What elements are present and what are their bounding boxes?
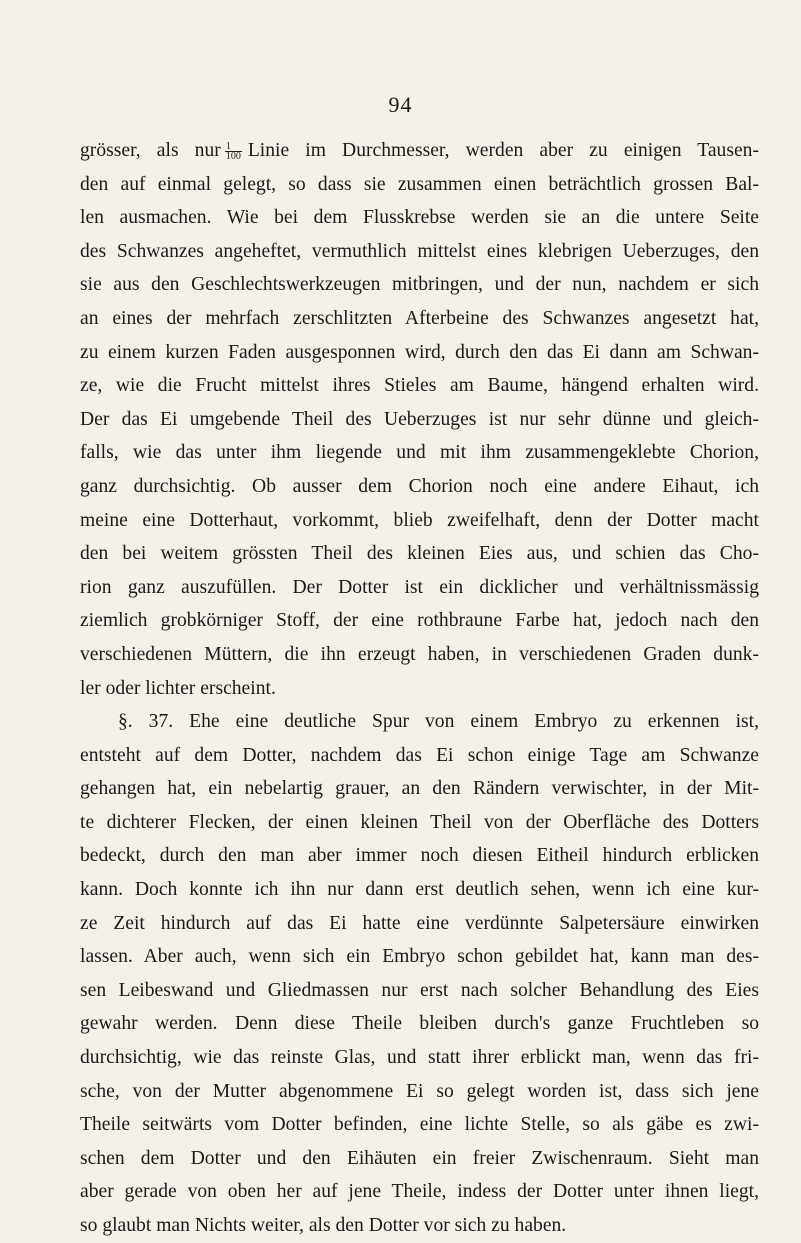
text-line: te dichterer Flecken, der einen kleinen Theil von der Oberfläche des Dotters bbox=[80, 811, 759, 833]
text-line: rion ganz auszufüllen. Der Dotter ist ein dicklicher und verhältnissmässig bbox=[80, 576, 759, 598]
text-line: aber gerade von oben her auf jene Theile, indess der Dotter unter ihnen liegt, bbox=[80, 1181, 759, 1203]
text-line: gewahr werden. Denn diese Theile bleiben durch's ganze Fruchtleben so bbox=[80, 1013, 759, 1035]
text-line: meine eine Dotterhaut, vorkommt, blieb zweifelhaft, denn der Dotter macht bbox=[80, 509, 759, 531]
text-line: Theile seitwärts vom Dotter befinden, eine lichte Stelle, so als gäbe es zwi- bbox=[80, 1114, 759, 1136]
text-line: ganz durchsichtig. Ob ausser dem Chorion noch eine andere Eihaut, ich bbox=[80, 475, 759, 497]
text-line: entsteht auf dem Dotter, nachdem das Ei schon einige Tage am Schwanze bbox=[80, 744, 759, 766]
text-line: gehangen hat, ein nebelartig grauer, an den Rändern verwischter, in der Mit- bbox=[80, 778, 759, 800]
text-line: an eines der mehrfach zerschlitzten Afterbeine des Schwanzes angesetzt hat, bbox=[80, 307, 759, 329]
text-line: lassen. Aber auch, wenn sich ein Embryo schon gebildet hat, kann man des- bbox=[80, 946, 759, 968]
text-line: ziemlich grobkörniger Stoff, der eine rothbraune Farbe hat, jedoch nach den bbox=[80, 610, 759, 632]
text-line: falls, wie das unter ihm liegende und mit ihm zusammengeklebte Chorion, bbox=[80, 442, 759, 464]
text-line: bedeckt, durch den man aber immer noch diesen Eitheil hindurch erblicken bbox=[80, 845, 759, 867]
text-line: den bei weitem grössten Theil des kleinen Eies aus, und schien das Cho- bbox=[80, 543, 759, 565]
text-line: sen Leibeswand und Gliedmassen nur erst nach solcher Behandlung des Eies bbox=[80, 979, 759, 1001]
text-line bbox=[80, 134, 759, 168]
text-line: schen dem Dotter und den Eihäuten ein freier Zwischenraum. Sieht man bbox=[80, 1147, 759, 1169]
text-line-segment: grösser, als nur bbox=[80, 140, 221, 161]
text-line: den auf einmal gelegt, so dass sie zusammen einen beträchtlich grossen Bal- bbox=[80, 173, 759, 195]
text-line: des Schwanzes angeheftet, vermuthlich mittelst eines klebrigen Ueberzuges, den bbox=[80, 240, 759, 262]
body-text bbox=[80, 134, 759, 1243]
text-line: sie aus den Geschlechtswerkzeugen mitbringen, und der nun, nachdem er sich bbox=[80, 274, 759, 296]
text-line: sche, von der Mutter abgenommene Ei so gelegt worden ist, dass sich jene bbox=[80, 1080, 759, 1102]
page-number: 94 bbox=[388, 92, 413, 117]
section-start-line: §. 37. Ehe eine deutliche Spur von einem Embryo zu erkennen ist, bbox=[118, 711, 759, 733]
fraction-numerator: 1 bbox=[225, 142, 242, 152]
text-line: kann. Doch konnte ich ihn nur dann erst deutlich sehen, wenn ich eine kur- bbox=[80, 879, 759, 901]
text-line: ze, wie die Frucht mittelst ihres Stieles am Baume, hängend erhalten wird. bbox=[80, 375, 759, 397]
text-line: durchsichtig, wie das reinste Glas, und statt ihrer erblickt man, wenn das fri- bbox=[80, 1047, 759, 1069]
fraction-denominator: 100 bbox=[225, 151, 241, 162]
text-line: Der das Ei umgebende Theil des Ueberzuges ist nur sehr dünne und gleich- bbox=[80, 408, 759, 430]
text-line: zu einem kurzen Faden ausgesponnen wird, durch den das Ei dann am Schwan- bbox=[80, 341, 759, 363]
text-line: len ausmachen. Wie bei dem Flusskrebse werden sie an die untere Seite bbox=[80, 207, 759, 229]
fraction bbox=[225, 142, 242, 161]
text-line: verschiedenen Müttern, die ihn erzeugt haben, in verschiedenen Graden dunk- bbox=[80, 643, 759, 665]
text-line: ze Zeit hindurch auf das Ei hatte eine verdünnte Salpetersäure einwirken bbox=[80, 912, 759, 934]
paragraph-last-line: so glaubt man Nichts weiter, als den Dotter vor sich zu haben. bbox=[80, 1215, 567, 1236]
text-line-segment: Linie im Durchmesser, werden aber zu einigen Tausen- bbox=[247, 140, 759, 161]
paragraph-last-line: ler oder lichter erscheint. bbox=[80, 677, 276, 699]
